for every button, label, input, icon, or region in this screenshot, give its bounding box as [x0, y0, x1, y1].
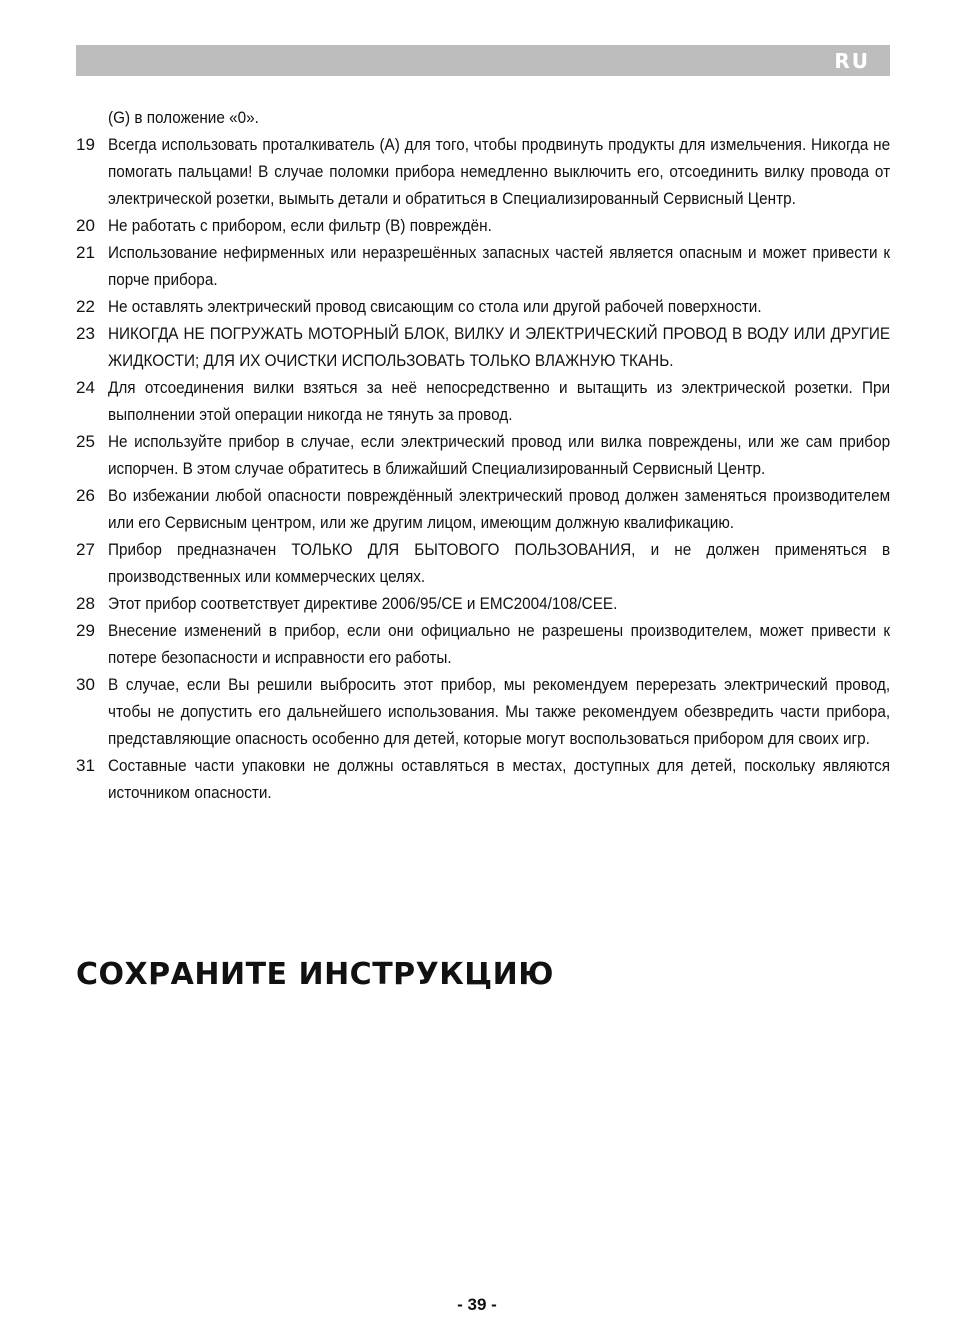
- list-item: [76, 131, 890, 212]
- page-number: - 39 -: [457, 1295, 497, 1314]
- list-item: [76, 482, 890, 536]
- item-number: 20: [76, 216, 95, 235]
- item-number: 19: [76, 135, 95, 154]
- item-number: 29: [76, 621, 95, 640]
- item-number: 24: [76, 378, 95, 397]
- item-number: 26: [76, 486, 95, 505]
- list-item: [76, 239, 890, 293]
- list-item: [76, 617, 890, 671]
- list-item: [76, 428, 890, 482]
- item-number: 25: [76, 432, 95, 451]
- item-number: 30: [76, 675, 95, 694]
- item-text: Для отсоединения вилки взяться за неё непосредственно и вытащить из электрической розетки. При выполнении этой операции никогда не тянуть за провод.: [108, 378, 890, 424]
- list-item: [76, 212, 890, 239]
- language-label: RU: [834, 49, 870, 73]
- header-bar: [76, 45, 890, 76]
- item-text: Внесение изменений в прибор, если они официально не разрешены производителем, может привести к потере безопасности и исправности его работы.: [108, 621, 890, 667]
- item-text: Не работать с прибором, если фильтр (B) повреждён.: [108, 216, 492, 235]
- item-number: 27: [76, 540, 95, 559]
- item-text: Всегда использовать проталкиватель (A) для того, чтобы продвинуть продукты для измельчения. Никогда не помогать пальцами! В случае поломки прибора немедленно выключить его, отсоединить вилку провода от электрической розетки, вымыть детали и обратиться в Специализированный Сервисный Центр.: [108, 135, 890, 208]
- list-item: [76, 671, 890, 752]
- item-number: 22: [76, 297, 95, 316]
- item-text: Прибор предназначен ТОЛЬКО ДЛЯ БЫТОВОГО ПОЛЬЗОВАНИЯ, и не должен применяться в производственных или коммерческих целях.: [108, 540, 890, 586]
- item-number: 31: [76, 756, 95, 775]
- item-text: Этот прибор соответствует директиве 2006/95/CE и EMC2004/108/CEE.: [108, 594, 618, 613]
- list-item: [76, 293, 890, 320]
- list-item: [76, 536, 890, 590]
- continuation-text: (G) в положение «0».: [108, 108, 259, 127]
- item-text: В случае, если Вы решили выбросить этот прибор, мы рекомендуем перерезать электрический провод, чтобы не допустить его дальнейшего использования. Мы также рекомендуем обезвредить части прибора, представляющие опасность особенно для детей, которые могут воспользоваться прибором для своих игр.: [108, 675, 890, 748]
- item-text: Составные части упаковки не должны оставляться в местах, доступных для детей, поскольку являются источником опасности.: [108, 756, 890, 802]
- section-heading: СОХРАНИТЕ ИНСТРУКЦИЮ: [76, 957, 554, 992]
- list-item: [76, 374, 890, 428]
- list-item: [76, 320, 890, 374]
- item-text: Во избежании любой опасности повреждённый электрический провод должен заменяться производителем или его Сервисным центром, или же другим лицом, имеющим должную квалификацию.: [108, 486, 890, 532]
- instructions-list: [76, 104, 890, 806]
- list-item: [76, 590, 890, 617]
- item-number: 28: [76, 594, 95, 613]
- item-text: Использование нефирменных или неразрешённых запасных частей является опасным и может привести к порче прибора.: [108, 243, 890, 289]
- item-text: НИКОГДА НЕ ПОГРУЖАТЬ МОТОРНЫЙ БЛОК, ВИЛКУ И ЭЛЕКТРИЧЕСКИЙ ПРОВОД В ВОДУ ИЛИ ДРУГИЕ ЖИДКОСТИ; ДЛЯ ИХ ОЧИСТКИ ИСПОЛЬЗОВАТЬ ТОЛЬКО ВЛАЖНУЮ ТКАНЬ.: [108, 324, 890, 370]
- item-text: Не используйте прибор в случае, если электрический провод или вилка повреждены, или же сам прибор испорчен. В этом случае обратитесь в ближайший Специализированный Сервисный Центр.: [108, 432, 890, 478]
- item-number: 23: [76, 324, 95, 343]
- item-text: Не оставлять электрический провод свисающим со стола или другой рабочей поверхности.: [108, 297, 762, 316]
- item-number: 21: [76, 243, 95, 262]
- list-item: [76, 752, 890, 806]
